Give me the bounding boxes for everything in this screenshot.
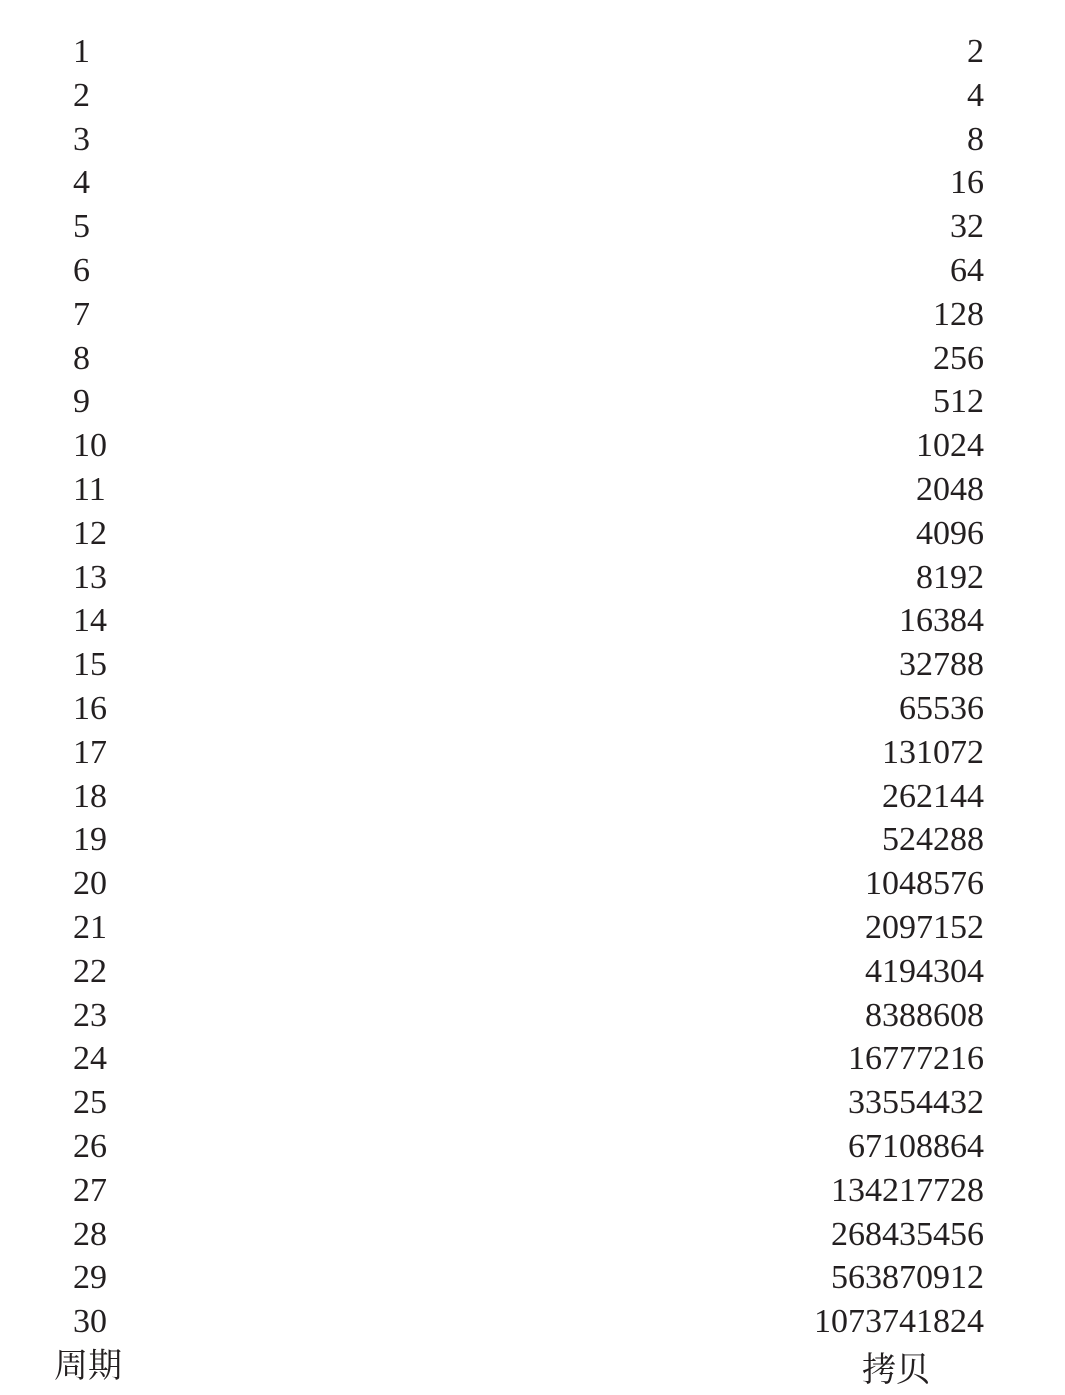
cycle-cell: 19	[73, 821, 107, 859]
copies-cell: 4	[967, 76, 984, 114]
cycle-cell: 30	[73, 1303, 107, 1341]
table-row	[0, 599, 1065, 643]
cycle-cell: 6	[73, 251, 90, 289]
table-row	[0, 380, 1065, 424]
table-row	[0, 994, 1065, 1038]
cycle-copy-table	[0, 30, 1065, 1344]
cycle-cell: 3	[73, 120, 90, 158]
table-row	[0, 643, 1065, 687]
cycle-cell: 10	[73, 427, 107, 465]
copies-cell: 2048	[916, 470, 984, 508]
copies-cell: 131072	[882, 733, 984, 771]
cycle-cell: 25	[73, 1084, 107, 1122]
copies-cell: 2	[967, 33, 984, 70]
copies-cell: 33554432	[848, 1084, 984, 1122]
table-row	[0, 205, 1065, 249]
copies-cell: 67108864	[848, 1127, 984, 1165]
table-row	[0, 906, 1065, 950]
table-row	[0, 731, 1065, 775]
copies-cell: 563870912	[831, 1259, 984, 1297]
copies-cell: 64	[950, 251, 984, 289]
copies-cell: 512	[933, 383, 984, 421]
cycle-cell: 20	[73, 865, 107, 903]
copies-cell: 32788	[899, 646, 984, 684]
copies-cell: 4194304	[865, 952, 984, 990]
cycle-cell: 17	[73, 733, 107, 771]
table-row	[0, 468, 1065, 512]
table-row	[0, 1169, 1065, 1213]
cycle-cell: 26	[73, 1127, 107, 1165]
copies-cell: 32	[950, 208, 984, 246]
cycle-cell: 7	[73, 295, 90, 333]
cycle-cell: 14	[73, 602, 107, 640]
table-row	[0, 1125, 1065, 1169]
cycle-cell: 5	[73, 208, 90, 246]
table-row	[0, 687, 1065, 731]
copies-cell: 8	[967, 120, 984, 158]
cycle-cell: 16	[73, 689, 107, 727]
cycle-cell: 12	[73, 514, 107, 552]
table-row	[0, 775, 1065, 819]
copies-cell: 134217728	[831, 1171, 984, 1209]
table-row	[0, 293, 1065, 337]
table-row	[0, 74, 1065, 118]
cycle-cell: 22	[73, 952, 107, 990]
cycle-cell: 29	[73, 1259, 107, 1297]
copies-cell: 1048576	[865, 865, 984, 903]
table-row	[0, 1213, 1065, 1257]
copies-cell: 8388608	[865, 996, 984, 1034]
cycle-cell: 2	[73, 76, 90, 114]
cycle-cell: 27	[73, 1171, 107, 1209]
cycle-cell: 13	[73, 558, 107, 596]
table-row	[0, 30, 1065, 74]
copies-cell: 1024	[916, 427, 984, 465]
cycle-cell: 1	[73, 33, 90, 70]
copies-cell: 2097152	[865, 908, 984, 946]
table-row	[0, 1300, 1065, 1344]
cycle-cell: 18	[73, 777, 107, 815]
cycle-cell: 21	[73, 908, 107, 946]
cycle-cell: 11	[73, 470, 106, 508]
table-row	[0, 862, 1065, 906]
table-row	[0, 1037, 1065, 1081]
cycle-cell: 8	[73, 339, 90, 377]
cycle-cell: 9	[73, 383, 90, 421]
copies-column-label: 拷贝	[862, 1350, 930, 1390]
copies-cell: 262144	[882, 777, 984, 815]
table-row	[0, 512, 1065, 556]
copies-cell: 16384	[899, 602, 984, 640]
table-row	[0, 950, 1065, 994]
copies-cell: 4096	[916, 514, 984, 552]
cycle-cell: 4	[73, 164, 90, 202]
copies-cell: 256	[933, 339, 984, 377]
cycle-cell: 24	[73, 1040, 107, 1078]
copies-cell: 8192	[916, 558, 984, 596]
table-row	[0, 818, 1065, 862]
cycle-cell: 28	[73, 1215, 107, 1253]
table-row	[0, 1081, 1065, 1125]
cycle-column-label: 周期	[54, 1346, 122, 1386]
table-row	[0, 1256, 1065, 1300]
table-row	[0, 161, 1065, 205]
copies-cell: 524288	[882, 821, 984, 859]
table-row	[0, 556, 1065, 600]
copies-cell: 65536	[899, 689, 984, 727]
copies-cell: 16	[950, 164, 984, 202]
cycle-cell: 23	[73, 996, 107, 1034]
copies-cell: 268435456	[831, 1215, 984, 1253]
copies-cell: 128	[933, 295, 984, 333]
table-row	[0, 424, 1065, 468]
table-row	[0, 337, 1065, 381]
table-row	[0, 118, 1065, 162]
copies-cell: 1073741824	[814, 1303, 984, 1341]
cycle-cell: 15	[73, 646, 107, 684]
table-row	[0, 249, 1065, 293]
column-labels	[0, 1344, 1065, 1390]
copies-cell: 16777216	[848, 1040, 984, 1078]
